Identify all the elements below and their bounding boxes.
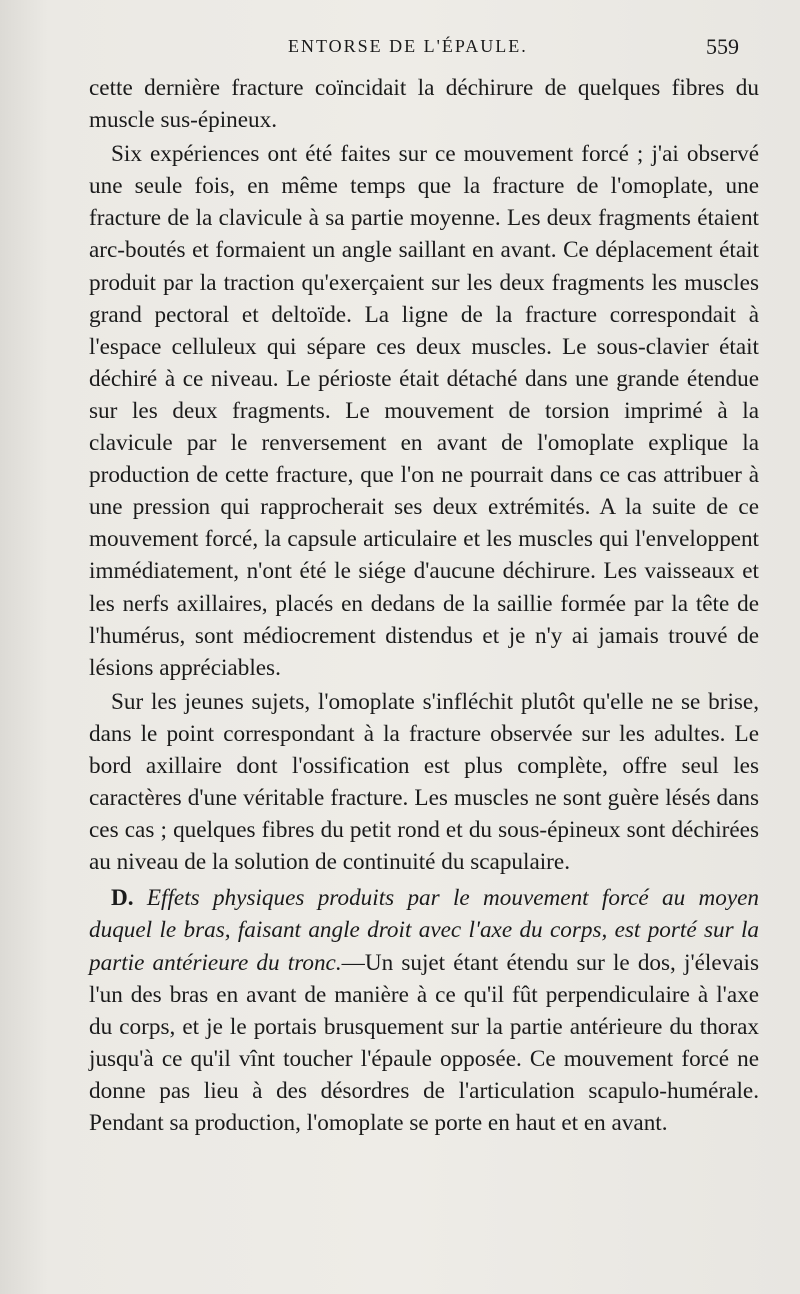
running-head: ENTORSE DE L'ÉPAULE. bbox=[288, 36, 528, 56]
paragraph-continuation: cette dernière fracture coïncidait la déchirure de quelques fibres du muscle sus-épineux. bbox=[89, 75, 759, 134]
section-d-title: Effets physiques produits par le mouvement forcé au moyen duquel le bras, faisant angle droit avec l'axe du corps, est porté sur la partie antérieure du tronc. bbox=[89, 885, 759, 976]
page-header bbox=[0, 36, 800, 66]
page-number: 559 bbox=[706, 34, 739, 59]
paragraph-young-subjects: Sur les jeunes sujets, l'omoplate s'infléchit plutôt qu'elle ne se brise, dans le point correspondant à la fracture observée sur les adultes. Le bord axillaire dont l'ossification est plus complète, offre seul les caractères d'une véritable fracture. Les muscles ne sont guère lésés dans ces cas ; quelques fibres du petit rond et du sous-épineux sont déchirées au niveau de la solution de continuité du scapulaire. bbox=[89, 688, 759, 876]
section-d-paragraph bbox=[89, 882, 759, 1139]
section-d-label: D. bbox=[111, 885, 134, 912]
paragraph-experiences: Six expériences ont été faites sur ce mouvement forcé ; j'ai observé une seule fois, en même temps que la fracture de l'omoplate, une fracture de la clavicule à sa partie moyenne. Les deux fragments étaient arc-boutés et formaient un angle saillant en avant. Ce déplacement était produit par la traction qu'exerçaient sur les deux fragments les muscles grand pectoral et deltoïde. La ligne de la fracture correspondait à l'espace celluleux qui sépare ces deux muscles. Le sous-clavier était déchiré à ce niveau. Le périoste était détaché dans une grande étendue sur les deux fragments. Le mouvement de torsion imprimé à la clavicule par le renversement en avant de l'omoplate explique la production de cette fracture, que l'on ne pourrait dans ce cas attribuer à une pression qui rapprocherait ses deux extrémités. A la suite de ce mouvement forcé, la capsule articulaire et les muscles qui l'enveloppent immédiatement, n'ont été le siége d'aucune déchirure. Les vaisseaux et les nerfs axillaires, placés en dedans de la saillie formée par la tête de l'humérus, sont médiocrement distendus et je n'y ai jamais trouvé de lésions appréciables. bbox=[89, 141, 759, 681]
page-body bbox=[89, 72, 759, 1141]
section-d-text: —Un sujet étant étendu sur le dos, j'élevais l'un des bras en avant de manière à ce qu'il fût perpendiculaire à l'axe du corps, et je le portais brusquement sur la partie antérieure du thorax jusqu'à ce qu'il vînt toucher l'épaule opposée. Ce mouvement forcé ne donne pas lieu à des désordres de l'articulation scapulo-humérale. Pendant sa production, l'omoplate se porte en haut et en avant. bbox=[89, 949, 759, 1136]
